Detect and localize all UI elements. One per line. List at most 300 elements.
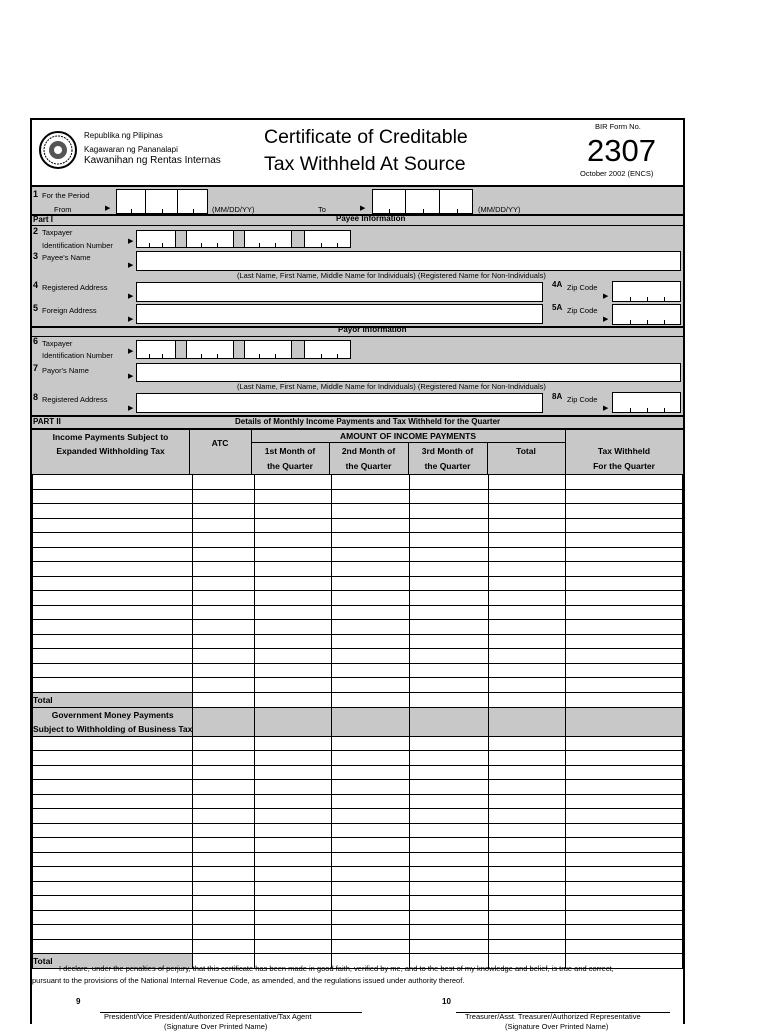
table-cell[interactable]: [254, 867, 331, 882]
col-month-2: 2nd Month of: [341, 446, 396, 456]
table-cell[interactable]: [33, 765, 193, 780]
table-cell[interactable]: [332, 896, 410, 911]
table-cell[interactable]: [254, 751, 331, 766]
table-row: [33, 780, 683, 795]
table-cell[interactable]: [254, 939, 331, 954]
table-row: [33, 504, 683, 519]
table-cell[interactable]: [566, 794, 683, 809]
table-cell[interactable]: [33, 881, 193, 896]
table-cell[interactable]: [488, 823, 565, 838]
table-cell[interactable]: [410, 809, 488, 824]
table-cell[interactable]: [33, 809, 193, 824]
table-row: [33, 533, 683, 548]
table-cell[interactable]: [410, 649, 488, 664]
col-income-payments: Income Payments Subject to: [52, 432, 169, 442]
table-cell[interactable]: [33, 504, 193, 519]
table-cell[interactable]: [193, 910, 254, 925]
table-cell[interactable]: [193, 620, 254, 635]
table-cell[interactable]: [488, 736, 565, 751]
agency-line-3: Kawanihan ng Rentas Internas: [84, 155, 221, 166]
declaration: [32, 963, 683, 987]
table-cell[interactable]: [410, 692, 488, 707]
table-cell[interactable]: [566, 692, 683, 707]
table-cell[interactable]: [33, 751, 193, 766]
table-cell[interactable]: [488, 751, 565, 766]
arrow-icon: ▶: [603, 316, 609, 323]
table-cell[interactable]: [254, 504, 331, 519]
table-cell[interactable]: [254, 518, 331, 533]
table-cell[interactable]: [193, 649, 254, 664]
table-cell[interactable]: [193, 692, 254, 707]
table-cell[interactable]: [332, 678, 410, 693]
table-cell[interactable]: [254, 562, 331, 577]
table-cell[interactable]: [193, 765, 254, 780]
form-number-label: BIR Form No.: [595, 122, 641, 131]
field-number: 10: [442, 997, 451, 1006]
table-cell[interactable]: [33, 780, 193, 795]
table-cell[interactable]: [193, 838, 254, 853]
table-cell[interactable]: [33, 591, 193, 606]
table-cell[interactable]: [33, 518, 193, 533]
table-row: [33, 649, 683, 664]
table-row: [33, 838, 683, 853]
table-cell[interactable]: [566, 663, 683, 678]
table-cell[interactable]: [33, 547, 193, 562]
table-cell[interactable]: [254, 852, 331, 867]
agency-line-1: Republika ng Pilipinas: [84, 131, 163, 140]
payee-foreign-address-input[interactable]: [136, 304, 543, 324]
table-cell[interactable]: [410, 896, 488, 911]
payor-registered-address-input[interactable]: [136, 393, 543, 413]
table-cell[interactable]: [332, 620, 410, 635]
table-cell[interactable]: [566, 678, 683, 693]
table-cell[interactable]: [254, 620, 331, 635]
payee-tin-label: Taxpayer: [42, 228, 73, 237]
table-cell[interactable]: [488, 780, 565, 795]
table-cell[interactable]: [488, 852, 565, 867]
table-cell[interactable]: [254, 678, 331, 693]
table-cell[interactable]: [488, 475, 565, 490]
arrow-icon: ▶: [603, 405, 609, 412]
table-cell[interactable]: [566, 765, 683, 780]
table-cell[interactable]: [566, 547, 683, 562]
table-cell[interactable]: [566, 852, 683, 867]
table-cell[interactable]: [566, 881, 683, 896]
table-cell[interactable]: [332, 518, 410, 533]
table-cell[interactable]: [410, 605, 488, 620]
table-cell[interactable]: [410, 823, 488, 838]
payee-foreign-zip-input[interactable]: [612, 304, 681, 325]
arrow-icon: ▶: [128, 348, 134, 355]
table-cell[interactable]: [410, 620, 488, 635]
table-cell[interactable]: [566, 605, 683, 620]
table-cell[interactable]: [33, 649, 193, 664]
table-cell[interactable]: [193, 533, 254, 548]
payor-name-input[interactable]: [136, 363, 681, 382]
table-cell[interactable]: [488, 504, 565, 519]
table-cell[interactable]: [33, 823, 193, 838]
table-cell[interactable]: [193, 896, 254, 911]
table-cell[interactable]: [33, 867, 193, 882]
table-cell[interactable]: [488, 518, 565, 533]
table-cell[interactable]: [254, 663, 331, 678]
part2-title: Details of Monthly Income Payments and Tax Withheld for the Quarter: [235, 417, 501, 426]
table-cell[interactable]: [332, 939, 410, 954]
table-cell[interactable]: [193, 881, 254, 896]
table-cell[interactable]: [566, 489, 683, 504]
table-cell[interactable]: [33, 576, 193, 591]
field-number: 4: [33, 280, 39, 290]
table-cell[interactable]: [193, 751, 254, 766]
table-cell[interactable]: [566, 896, 683, 911]
table-cell[interactable]: [254, 547, 331, 562]
table-cell[interactable]: [193, 518, 254, 533]
table-cell[interactable]: [193, 576, 254, 591]
table-cell[interactable]: [410, 663, 488, 678]
table-cell[interactable]: [566, 634, 683, 649]
table-row: [33, 751, 683, 766]
signature-9-label: President/Vice President/Authorized Representative/Tax Agent: [104, 1012, 312, 1021]
table-cell[interactable]: [254, 692, 331, 707]
period-from-date-input[interactable]: [116, 189, 208, 214]
part1-label: Part I: [33, 215, 54, 224]
field-number: 8: [33, 392, 39, 402]
table-cell[interactable]: [488, 867, 565, 882]
payor-name-label: Payor's Name: [42, 366, 89, 375]
table-cell[interactable]: [254, 896, 331, 911]
table-cell[interactable]: [254, 634, 331, 649]
table-cell[interactable]: [193, 823, 254, 838]
payee-zip-input[interactable]: [612, 281, 681, 302]
table-cell[interactable]: [33, 925, 193, 940]
table-cell[interactable]: [254, 809, 331, 824]
table-cell[interactable]: [33, 634, 193, 649]
table-row: [33, 562, 683, 577]
table-cell[interactable]: [193, 591, 254, 606]
col-atc: ATC: [211, 438, 229, 448]
table-cell[interactable]: [488, 939, 565, 954]
table-cell[interactable]: [566, 518, 683, 533]
table-cell[interactable]: [410, 794, 488, 809]
table-cell[interactable]: [410, 547, 488, 562]
signature-9-sub: (Signature Over Printed Name): [164, 1022, 268, 1031]
table-cell[interactable]: [33, 939, 193, 954]
col-amount-of-income: AMOUNT OF INCOME PAYMENTS: [339, 431, 476, 441]
table-row: [33, 591, 683, 606]
table-cell[interactable]: [566, 780, 683, 795]
table-cell[interactable]: [410, 562, 488, 577]
table-cell[interactable]: [410, 751, 488, 766]
table-cell[interactable]: [410, 591, 488, 606]
period-to-date-input[interactable]: [372, 189, 473, 214]
table-row: [33, 823, 683, 838]
table-cell[interactable]: [193, 605, 254, 620]
table-cell[interactable]: [332, 605, 410, 620]
table-cell[interactable]: [488, 765, 565, 780]
table-row: [33, 547, 683, 562]
table-cell[interactable]: [332, 809, 410, 824]
payor-zip-input[interactable]: [612, 392, 681, 413]
payee-tin-input[interactable]: [136, 230, 351, 248]
table-cell[interactable]: [332, 475, 410, 490]
table-cell[interactable]: [193, 547, 254, 562]
table-row: [33, 620, 683, 635]
table-cell[interactable]: [254, 910, 331, 925]
table-cell[interactable]: [488, 809, 565, 824]
table-cell[interactable]: [566, 838, 683, 853]
table-cell[interactable]: [566, 751, 683, 766]
table-cell[interactable]: [332, 867, 410, 882]
table-cell[interactable]: [33, 678, 193, 693]
income-total-row: [33, 692, 683, 707]
table-cell[interactable]: [254, 533, 331, 548]
table-cell[interactable]: [33, 562, 193, 577]
table-cell[interactable]: [254, 881, 331, 896]
arrow-icon: ▶: [603, 293, 609, 300]
government-money-header-row: [33, 707, 683, 736]
payor-registered-address-label: Registered Address: [42, 395, 108, 404]
payor-tin-input[interactable]: [136, 340, 351, 359]
table-cell[interactable]: [33, 663, 193, 678]
table-cell[interactable]: [488, 562, 565, 577]
table-cell[interactable]: [332, 838, 410, 853]
table-cell[interactable]: [33, 475, 193, 490]
table-cell[interactable]: [410, 504, 488, 519]
payee-foreign-address-label: Foreign Address: [42, 306, 97, 315]
table-cell[interactable]: [566, 504, 683, 519]
table-cell[interactable]: [566, 576, 683, 591]
table-cell[interactable]: [566, 809, 683, 824]
table-cell[interactable]: [332, 692, 410, 707]
table-cell[interactable]: [332, 663, 410, 678]
table-cell[interactable]: [33, 910, 193, 925]
table-cell[interactable]: [566, 620, 683, 635]
table-cell[interactable]: [332, 780, 410, 795]
form-number: 2307: [587, 133, 656, 168]
table-cell[interactable]: [410, 925, 488, 940]
table-cell[interactable]: [254, 475, 331, 490]
table-row: [33, 925, 683, 940]
table-cell[interactable]: [566, 562, 683, 577]
table-cell[interactable]: [254, 823, 331, 838]
table-cell[interactable]: [566, 925, 683, 940]
table-cell[interactable]: [254, 605, 331, 620]
table-cell[interactable]: [566, 649, 683, 664]
table-row: [33, 605, 683, 620]
table-cell[interactable]: [332, 533, 410, 548]
table-cell[interactable]: [332, 562, 410, 577]
table-cell[interactable]: [488, 910, 565, 925]
table-cell[interactable]: [410, 475, 488, 490]
table-cell[interactable]: [33, 620, 193, 635]
table-cell[interactable]: [332, 823, 410, 838]
part2-label: PART II: [33, 417, 61, 426]
payee-registered-address-label: Registered Address: [42, 283, 108, 292]
table-cell[interactable]: [33, 533, 193, 548]
table-cell[interactable]: [488, 533, 565, 548]
table-cell[interactable]: [193, 867, 254, 882]
table-cell[interactable]: [410, 678, 488, 693]
table-cell[interactable]: [193, 504, 254, 519]
form-title-line-1: Certificate of Creditable: [264, 126, 468, 148]
table-row: [33, 867, 683, 882]
table-cell[interactable]: [410, 489, 488, 504]
table-cell[interactable]: [193, 475, 254, 490]
table-cell[interactable]: [488, 692, 565, 707]
table-cell[interactable]: [33, 736, 193, 751]
table-cell[interactable]: [193, 489, 254, 504]
table-cell[interactable]: [193, 939, 254, 954]
table-cell[interactable]: [254, 489, 331, 504]
table-cell[interactable]: [410, 838, 488, 853]
table-cell[interactable]: [488, 663, 565, 678]
table-cell[interactable]: [488, 881, 565, 896]
table-cell[interactable]: [410, 765, 488, 780]
table-cell[interactable]: [332, 751, 410, 766]
table-cell[interactable]: [332, 547, 410, 562]
table-cell[interactable]: [488, 634, 565, 649]
payee-registered-address-input[interactable]: [136, 282, 543, 302]
table-cell[interactable]: [410, 518, 488, 533]
table-cell[interactable]: [566, 475, 683, 490]
arrow-icon: ▶: [360, 205, 366, 212]
field-number: 5: [33, 303, 39, 313]
table-cell[interactable]: [332, 634, 410, 649]
table-cell[interactable]: [488, 678, 565, 693]
table-cell[interactable]: [410, 634, 488, 649]
field-number: 6: [33, 336, 39, 346]
table-cell[interactable]: [566, 591, 683, 606]
table-cell[interactable]: [566, 736, 683, 751]
table-cell[interactable]: [488, 838, 565, 853]
table-cell[interactable]: [488, 547, 565, 562]
table-cell[interactable]: [254, 925, 331, 940]
table-row: [33, 794, 683, 809]
table-cell[interactable]: [193, 809, 254, 824]
table-cell[interactable]: [566, 533, 683, 548]
table-cell[interactable]: [33, 896, 193, 911]
period-from-label: From: [54, 205, 72, 214]
table-row: [33, 634, 683, 649]
table-cell[interactable]: [332, 852, 410, 867]
table-row: [33, 576, 683, 591]
table-cell[interactable]: [566, 939, 683, 954]
table-cell[interactable]: [332, 591, 410, 606]
table-cell[interactable]: [193, 780, 254, 795]
table-cell[interactable]: [33, 794, 193, 809]
table-cell[interactable]: [193, 678, 254, 693]
table-cell[interactable]: [193, 634, 254, 649]
period-to-label: To: [318, 205, 326, 214]
arrow-icon: ▶: [128, 262, 134, 269]
income-total-label: Total: [33, 692, 193, 707]
table-cell[interactable]: [193, 663, 254, 678]
table-cell[interactable]: [488, 925, 565, 940]
table-cell[interactable]: [33, 852, 193, 867]
table-cell[interactable]: [254, 794, 331, 809]
table-cell[interactable]: [254, 591, 331, 606]
table-cell[interactable]: [410, 576, 488, 591]
payee-tin-label-2: Identification Number: [42, 241, 113, 250]
table-cell[interactable]: [254, 838, 331, 853]
table-cell[interactable]: [410, 939, 488, 954]
table-cell[interactable]: [254, 780, 331, 795]
table-cell[interactable]: [33, 489, 193, 504]
table-cell[interactable]: [488, 620, 565, 635]
table-cell[interactable]: [488, 576, 565, 591]
table-cell[interactable]: [332, 925, 410, 940]
field-number: 5A: [552, 303, 563, 312]
table-cell[interactable]: [410, 910, 488, 925]
table-cell[interactable]: [254, 576, 331, 591]
table-cell[interactable]: [410, 881, 488, 896]
table-cell[interactable]: [332, 649, 410, 664]
table-cell[interactable]: [410, 852, 488, 867]
field-number: 8A: [552, 392, 563, 401]
table-cell[interactable]: [254, 765, 331, 780]
table-cell[interactable]: [488, 591, 565, 606]
arrow-icon: ▶: [128, 238, 134, 245]
period-to-format: (MM/DD/YY): [478, 205, 521, 214]
table-cell[interactable]: [488, 649, 565, 664]
table-cell[interactable]: [332, 736, 410, 751]
payee-information-title: Payee Information: [336, 214, 406, 223]
table-cell[interactable]: [566, 867, 683, 882]
table-cell[interactable]: [332, 489, 410, 504]
table-cell[interactable]: [332, 910, 410, 925]
table-cell[interactable]: [332, 765, 410, 780]
table-cell[interactable]: [488, 605, 565, 620]
table-cell[interactable]: [254, 736, 331, 751]
table-cell[interactable]: [332, 576, 410, 591]
table-cell[interactable]: [193, 562, 254, 577]
table-cell[interactable]: [33, 605, 193, 620]
table-cell[interactable]: [566, 823, 683, 838]
table-cell[interactable]: [410, 533, 488, 548]
table-cell[interactable]: [193, 794, 254, 809]
table-cell[interactable]: [254, 649, 331, 664]
table-cell[interactable]: [410, 780, 488, 795]
table-cell[interactable]: [410, 867, 488, 882]
payee-foreign-zip-label: Zip Code: [567, 306, 598, 315]
table-cell[interactable]: [193, 852, 254, 867]
gov-money-line-1: Government Money Payments: [51, 709, 174, 720]
table-cell[interactable]: [410, 736, 488, 751]
table-cell[interactable]: [33, 838, 193, 853]
table-cell[interactable]: [332, 881, 410, 896]
table-cell[interactable]: [488, 896, 565, 911]
table-cell[interactable]: [332, 794, 410, 809]
table-cell[interactable]: [193, 925, 254, 940]
table-row: [33, 765, 683, 780]
table-cell[interactable]: [332, 504, 410, 519]
table-cell[interactable]: [488, 489, 565, 504]
table-cell[interactable]: [566, 910, 683, 925]
government-money-label: [33, 707, 193, 736]
table-cell[interactable]: [488, 794, 565, 809]
payor-information-title: Payor Information: [338, 325, 407, 334]
table-row: [33, 489, 683, 504]
table-row: [33, 910, 683, 925]
table-cell[interactable]: [193, 736, 254, 751]
payee-zip-label: Zip Code: [567, 283, 598, 292]
payor-tin-label-2: Identification Number: [42, 351, 113, 360]
arrow-icon: ▶: [128, 373, 134, 380]
payee-name-input[interactable]: [136, 251, 681, 271]
payor-zip-label: Zip Code: [567, 395, 598, 404]
col-month-3-sub: the Quarter: [424, 461, 471, 471]
declaration-line-1: I declare, under the penalties of perjury, that this certificate has been made in good faith, verified by me, and to the best of my knowledge and belief, is true and correct,: [59, 964, 614, 973]
